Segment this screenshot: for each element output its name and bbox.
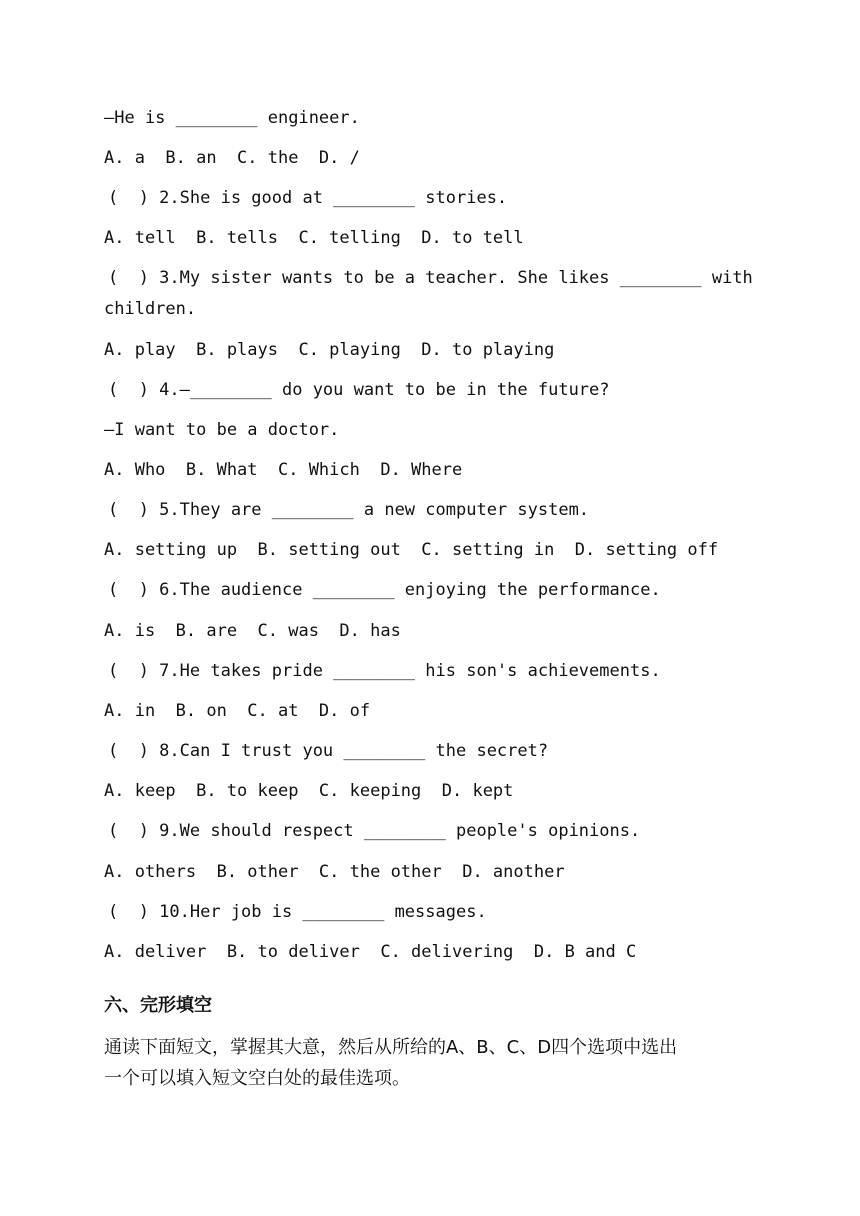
question-7-options: A. in B. on C. at D. of xyxy=(104,701,371,721)
question-10-options: A. deliver B. to deliver C. delivering D. B and C xyxy=(104,942,637,962)
question-6-options: A. is B. are C. was D. has xyxy=(104,621,401,641)
question-1-options: A. a B. an C. the D. / xyxy=(104,148,360,168)
question-7: ( ) 7.He takes pride ________ his son's achievements. xyxy=(108,661,661,681)
question-8: ( ) 8.Can I trust you ________ the secret? xyxy=(108,741,549,761)
question-6: ( ) 6.The audience ________ enjoying the performance. xyxy=(108,580,661,600)
question-5: ( ) 5.They are ________ a new computer system. xyxy=(108,500,590,520)
question-3-continued: children. xyxy=(104,299,197,319)
question-3-options: A. play B. plays C. playing D. to playing xyxy=(104,340,555,360)
question-5-options: A. setting up B. setting out C. setting in D. setting off xyxy=(104,540,719,560)
section-title: 六、完形填空 xyxy=(104,995,212,1016)
question-3: ( ) 3.My sister wants to be a teacher. She likes ________ with xyxy=(108,268,753,288)
question-8-options: A. keep B. to keep C. keeping D. kept xyxy=(104,781,514,801)
section-instruction-line-2: 一个可以填入短文空白处的最佳选项。 xyxy=(104,1068,410,1089)
question-2-options: A. tell B. tells C. telling D. to tell xyxy=(104,228,524,248)
question-1-answer-line: —He is ________ engineer. xyxy=(104,108,360,128)
question-10: ( ) 10.Her job is ________ messages. xyxy=(108,902,487,922)
question-9-options: A. others B. other C. the other D. another xyxy=(104,862,565,882)
question-4-answer-line: —I want to be a doctor. xyxy=(104,420,340,440)
question-4-options: A. Who B. What C. Which D. Where xyxy=(104,460,463,480)
question-9: ( ) 9.We should respect ________ people's opinions. xyxy=(108,821,641,841)
section-instruction-line-1: 通读下面短文，掌握其大意，然后从所给的A、B、C、D四个选项中选出 xyxy=(104,1037,678,1058)
question-2: ( ) 2.She is good at ________ stories. xyxy=(108,188,508,208)
question-4: ( ) 4.—________ do you want to be in the future? xyxy=(108,380,610,400)
